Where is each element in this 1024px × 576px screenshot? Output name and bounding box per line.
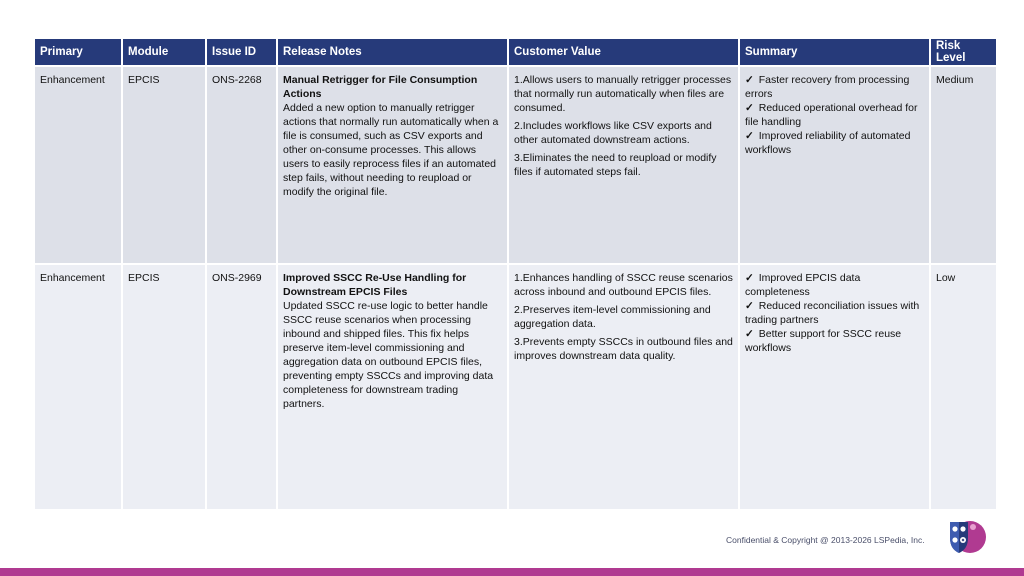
cell-summary	[740, 265, 929, 509]
summary-item: ✓ Better support for SSCC reuse workflows	[745, 328, 902, 354]
check-icon: ✓	[745, 272, 754, 284]
release-notes-table-container	[35, 39, 990, 509]
check-icon: ✓	[745, 102, 754, 114]
bottom-accent-bar	[0, 568, 1024, 576]
check-icon: ✓	[745, 300, 754, 312]
customer-value-item: 2.Includes workflows like CSV exports and other automated downstream actions.	[514, 120, 712, 146]
summary-item: ✓ Faster recovery from processing errors	[745, 74, 910, 100]
release-note-body: Updated SSCC re-use logic to better handle SSCC reuse scenarios when processing inbound and shipped files. This fix helps preserve item-level commissioning and aggregation data on outbound EPCIS files, preventing empty SSCCs and improving data completeness for downstream trading partners.	[283, 300, 494, 410]
cell-release-notes	[278, 265, 507, 509]
release-notes-table	[33, 39, 998, 509]
header-risk-level: Risk Level	[931, 39, 996, 65]
release-note-title: Manual Retrigger for File Consumption Actions	[283, 74, 478, 100]
cell-customer-value	[509, 67, 738, 263]
cell-risk-level: Medium	[931, 67, 996, 263]
summary-item: ✓ Improved EPCIS data completeness	[745, 272, 861, 298]
summary-item: ✓ Reduced reconciliation issues with trading partners	[745, 300, 920, 326]
cell-primary: Enhancement	[35, 265, 121, 509]
header-customer-value: Customer Value	[509, 39, 738, 65]
table-row	[35, 67, 996, 263]
cell-risk-level: Low	[931, 265, 996, 509]
header-module: Module	[123, 39, 205, 65]
check-icon: ✓	[745, 328, 754, 340]
cell-module: EPCIS	[123, 67, 205, 263]
header-release-notes: Release Notes	[278, 39, 507, 65]
cell-release-notes	[278, 67, 507, 263]
cell-customer-value	[509, 265, 738, 509]
customer-value-item: 2.Preserves item-level commissioning and aggregation data.	[514, 304, 711, 330]
customer-value-item: 3.Prevents empty SSCCs in outbound files and improves downstream data quality.	[514, 336, 733, 362]
release-note-title: Improved SSCC Re-Use Handling for Downstream EPCIS Files	[283, 272, 467, 298]
release-note-body: Added a new option to manually retrigger actions that normally run automatically when a file is consumed, such as CSV exports and other on-consume processes. This allows users to easily reprocess files if an automated step fails, without needing to reupload or modify the original file.	[283, 102, 499, 198]
summary-item: ✓ Reduced operational overhead for file handling	[745, 102, 918, 128]
header-issue-id: Issue ID	[207, 39, 276, 65]
check-icon: ✓	[745, 130, 754, 142]
table-header-row	[35, 39, 996, 65]
cell-primary: Enhancement	[35, 67, 121, 263]
check-icon: ✓	[745, 74, 754, 86]
cell-summary	[740, 67, 929, 263]
cell-module: EPCIS	[123, 265, 205, 509]
cell-issue-id: ONS-2268	[207, 67, 276, 263]
customer-value-item: 1.Allows users to manually retrigger processes that normally run automatically when files are consumed.	[514, 74, 732, 114]
customer-value-item: 1.Enhances handling of SSCC reuse scenarios across inbound and outbound EPCIS files.	[514, 272, 733, 298]
footer-copyright: Confidential & Copyright @ 2013-2026 LSPedia, Inc.	[726, 535, 925, 545]
cell-issue-id: ONS-2969	[207, 265, 276, 509]
customer-value-item: 3.Eliminates the need to reupload or modify files if automated steps fail.	[514, 152, 717, 178]
summary-item: ✓ Improved reliability of automated workflows	[745, 130, 911, 156]
header-primary: Primary	[35, 39, 121, 65]
header-summary: Summary	[740, 39, 929, 65]
table-row	[35, 265, 996, 509]
lspedia-logo-icon	[945, 516, 987, 558]
